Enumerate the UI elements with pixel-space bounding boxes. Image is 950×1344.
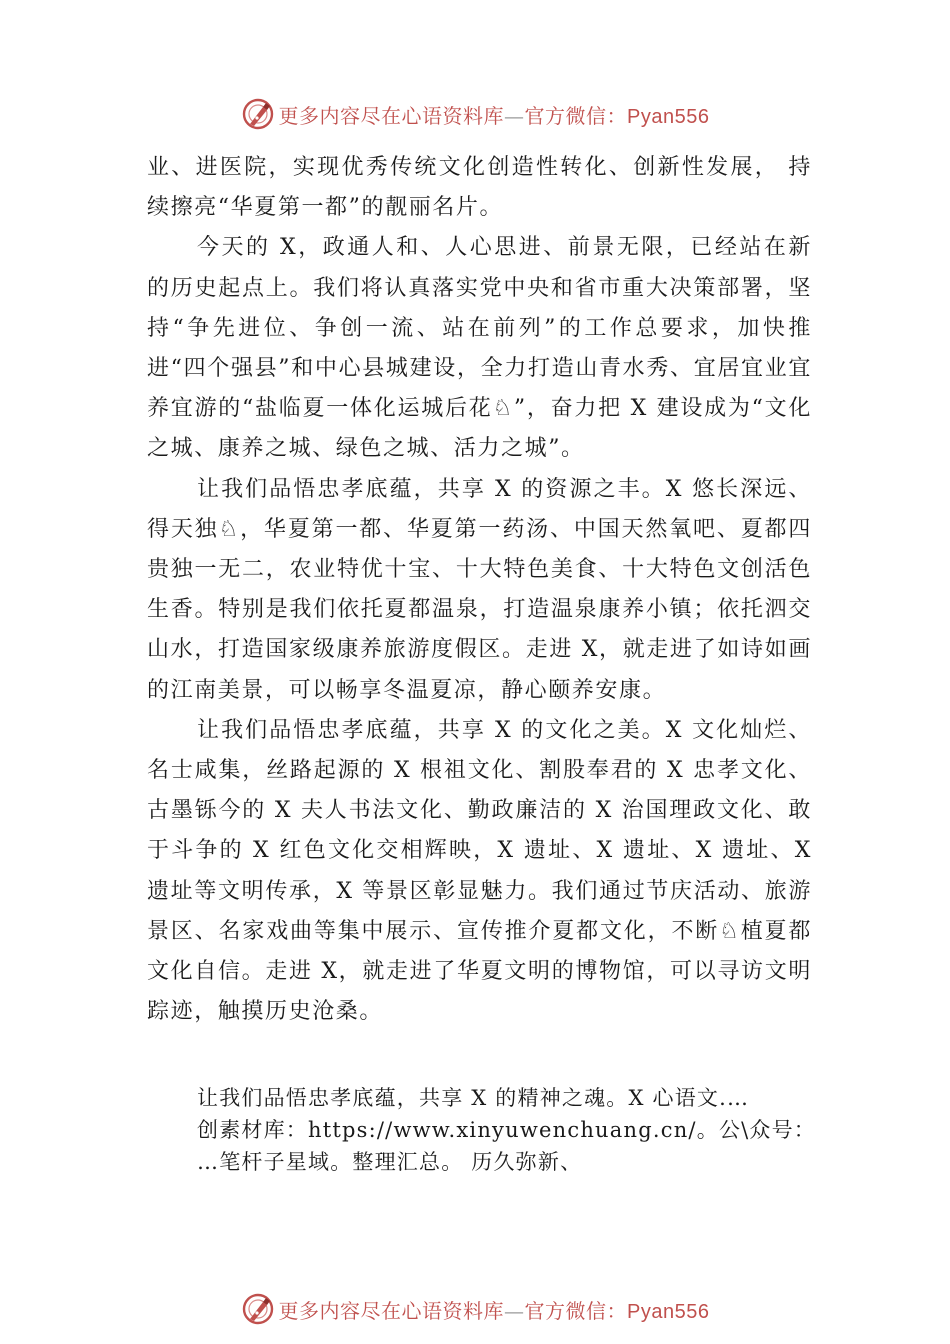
header-banner [0,94,950,134]
tail-line: 让我们品悟忠孝底蕴，共享 X 的精神之魂。X 心语文.… [197,1086,750,1110]
pen-nib-logo-icon [241,1292,275,1326]
footer-wechat-label: 官方微信： [524,1298,628,1323]
header-banner-text [279,100,710,129]
header-brand-text: 更多内容尽在心语资料库 [278,103,505,128]
footer-brand-text: 更多内容尽在心语资料库 [278,1298,505,1323]
footer-banner-text [279,1295,710,1324]
pen-nib-logo-icon [241,97,275,131]
tail-line: 创素材库：https://www.xinyuwenchuang.cn/。公\众号： [197,1118,816,1142]
footer-banner [0,1289,950,1329]
document-body [147,148,812,1032]
tail-block [197,1082,847,1178]
header-dash: — [504,103,525,128]
paragraph-continuation: 业、进医院，实现优秀传统文化创造性转化、创新性发展， 持续擦亮“华夏第一都”的靓丽名片。 [147,155,812,221]
paragraph: 让我们品悟忠孝底蕴，共享 X 的文化之美。X 文化灿烂、名士咸集，丝路起源的 X 根祖文化、割股奉君的 X 忠孝文化、古墨铄今的 X 夫人书法文化、勤政廉洁的 X 治国理政文化、敢于斗争的 X 红色文化交相辉映，X 遗址、X 遗址、X 遗址、X 遗址等文明传承，X 等景区彰显魅力。我们通过节庆活动、旅游景区、名家戏曲等集中展示、宣传推介夏都文化，不断♘植夏都文化自信。走进 X，就走进了华夏文明的博物馆，可以寻访文明踪迹，触摸历史沧桑。 [147,717,812,1025]
footer-dash: — [504,1298,525,1323]
header-wechat-id: Pyan556 [627,105,710,128]
paragraph: 让我们品悟忠孝底蕴，共享 X 的资源之丰。X 悠长深远、得天独♘，华夏第一都、华夏第一药汤、中国天然氧吧、夏都四贵独一无二，农业特优十宝、十大特色美食、十大特色文创活色生香。特别是我们依托夏都温泉，打造温泉康养小镇；依托泗交山水，打造国家级康养旅游度假区。走进 X，就走进了如诗如画的江南美景，可以畅享冬温夏凉，静心颐养安康。 [147,476,812,703]
paragraph: 今天的 X，政通人和、人心思进、前景无限，已经站在新的历史起点上。我们将认真落实党中央和省市重大决策部署，坚持“争先进位、争创一流、站在前列”的工作总要求，加快推进“四个强县”和中心县城建设，全力打造山青水秀、宜居宜业宜养宜游的“盐临夏一体化运城后花♘”，奋力把 X 建设成为“文化之城、康养之城、绿色之城、活力之城”。 [147,235,812,462]
tail-line: …笔杆子星域。整理汇总。 历久弥新、 [197,1150,583,1174]
footer-wechat-id: Pyan556 [627,1300,710,1323]
header-wechat-label: 官方微信： [524,103,628,128]
